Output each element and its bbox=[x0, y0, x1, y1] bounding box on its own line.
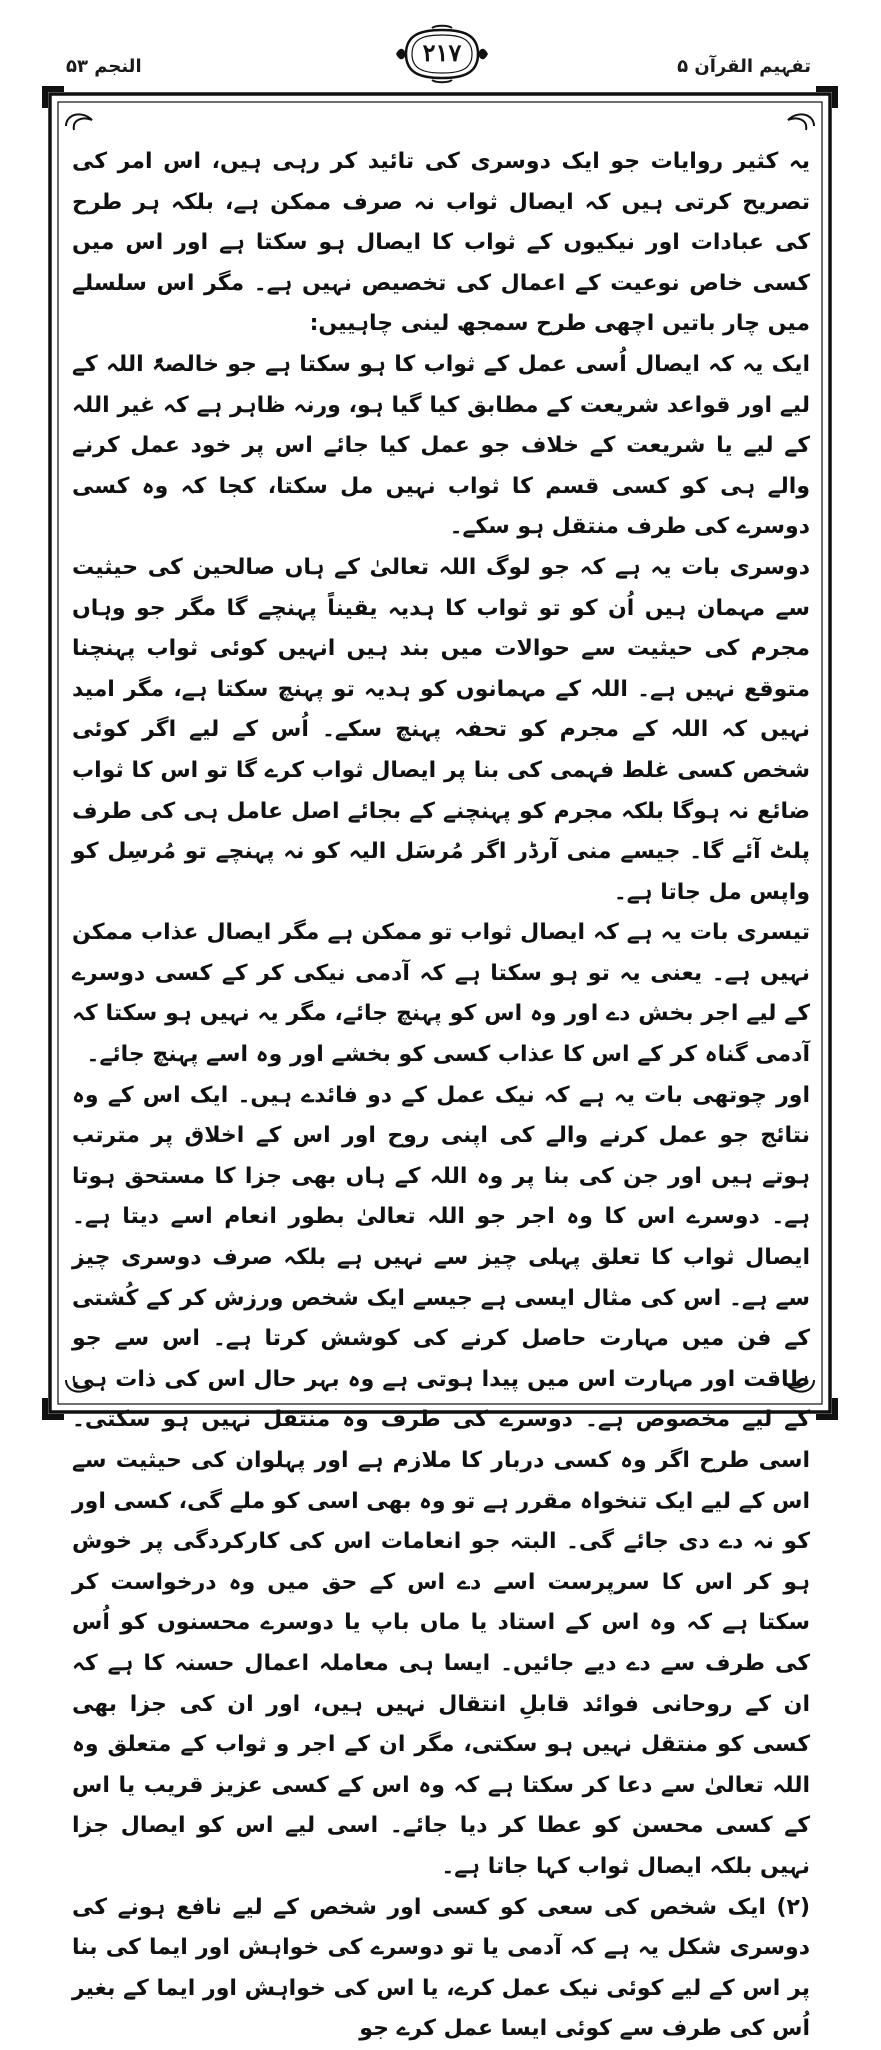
main-text bbox=[72, 142, 810, 2042]
paragraph-6: (۲) ایک شخص کی سعی کو کسی اور شخص کے لیے نافع ہونے کی دوسری شکل یہ ہے کہ آدمی یا تو دوسرے کی خواہش اور ایما کی بنا پر اس کے لیے کوئی نیک عمل کرے، یا اس کی خواہش اور ایما کے بغیر اُس کی طرف سے کوئی ایسا عمل کرے جو bbox=[72, 1894, 810, 2042]
page-header bbox=[0, 0, 881, 100]
book-title-header: تفہیم القرآن ۵ bbox=[677, 56, 811, 77]
surah-header: النجم ۵۳ bbox=[66, 56, 142, 77]
paragraph-4: تیسری بات یہ ہے کہ ایصال ثواب تو ممکن ہے مگر ایصال عذاب ممکن نہیں ہے۔ یعنی یہ تو ہو سکتا ہے کہ آدمی نیکی کر کے کسی دوسرے کے لیے اجر بخش دے اور وہ اس کو پہنچ جائے، مگر یہ نہیں ہو سکتا کہ آدمی گناہ کر کے اس کا عذاب کسی کو بخشے اور وہ اسے پہنچ جائے۔ bbox=[72, 920, 810, 1068]
paragraph-2: ایک یہ کہ ایصال اُسی عمل کے ثواب کا ہو سکتا ہے جو خالصۃً اللہ کے لیے اور قواعد شریعت کے مطابق کیا گیا ہو، ورنہ ظاہر ہے کہ غیر اللہ کے لیے یا شریعت کے خلاف جو عمل کیا جائے اس پر خود عمل کرنے والے ہی کو کسی قسم کا ثواب نہیں مل سکتا، کجا کہ وہ کسی دوسرے کی طرف منتقل ہو سکے۔ bbox=[72, 351, 810, 540]
page-number-badge bbox=[392, 26, 492, 82]
page-number: ۲۱۷ bbox=[422, 38, 462, 67]
paragraph-1: یہ کثیر روایات جو ایک دوسری کی تائید کر رہی ہیں، اس امر کی تصریح کرتی ہیں کہ ایصال ثواب نہ صرف ممکن ہے، بلکہ ہر طرح کی عبادات اور نیکیوں کے ثواب کا ایصال ہو سکتا ہے اور اس میں کسی خاص نوعیت کے اعمال کی تخصیص نہیں ہے۔ مگر اس سلسلے میں چار باتیں اچھی طرح سمجھ لینی چاہییں: bbox=[72, 149, 810, 337]
paragraph-5: اور چوتھی بات یہ ہے کہ نیک عمل کے دو فائدے ہیں۔ ایک اس کے وہ نتائج جو عمل کرنے والے کی اپنی روح اور اس کے اخلاق پر مترتب ہوتے ہیں اور جن کی بنا پر وہ اللہ کے ہاں بھی جزا کا مستحق ہوتا ہے۔ دوسرے اس کا وہ اجر جو اللہ تعالیٰ بطور انعام اسے دیتا ہے۔ ایصال ثواب کا تعلق پہلی چیز سے نہیں ہے بلکہ صرف دوسری چیز سے ہے۔ اس کی مثال ایسی ہے جیسے ایک شخص ورزش کر کے کُشتی کے فن میں مہارت حاصل کرنے کی کوشش کرتا ہے۔ اس سے جو طاقت اور مہارت اس میں پیدا ہوتی ہے وہ بہر حال اس کی ذات ہی کے لیے مخصوص ہے۔ دوسرے کی طرف وہ منتقل نہیں ہو سکتی۔ اسی طرح اگر وہ کسی دربار کا ملازم ہے اور پہلوان کی حیثیت سے اس کے لیے ایک تنخواہ مقرر ہے تو وہ بھی اسی کو ملے گی، کسی اور کو نہ دے دی جائے گی۔ البتہ جو انعامات اس کی کارکردگی پر خوش ہو کر اس کا سرپرست اسے دے اس کے حق میں وہ درخواست کر سکتا ہے کہ وہ اس کے استاد یا ماں باپ یا دوسرے محسنوں کو اُس کی طرف سے دے دیے جائیں۔ ایسا ہی معاملہ اعمال حسنہ کا ہے کہ ان کے روحانی فوائد قابلِ انتقال نہیں ہیں، اور ان کی جزا بھی کسی کو منتقل نہیں ہو سکتی، مگر ان کے اجر و ثواب کے متعلق وہ اللہ تعالیٰ سے دعا کر سکتا ہے کہ وہ اس کے کسی عزیز قریب یا اس کے کسی محسن کو عطا کر دیا جائے۔ اسی لیے اس کو ایصال جزا نہیں بلکہ ایصال ثواب کہا جاتا ہے۔ bbox=[72, 1082, 810, 1879]
paragraph-3: دوسری بات یہ ہے کہ جو لوگ اللہ تعالیٰ کے ہاں صالحین کی حیثیت سے مہمان ہیں اُن کو تو ثواب کا ہدیہ یقیناً پہنچے گا مگر جو وہاں مجرم کی حیثیت سے حوالات میں بند ہیں انہیں کوئی ثواب پہنچنا متوقع نہیں ہے۔ اللہ کے مہمانوں کو ہدیہ تو پہنچ سکتا ہے، مگر امید نہیں کہ اللہ کے مجرم کو تحفہ پہنچ سکے۔ اُس کے لیے اگر کوئی شخص کسی غلط فہمی کی بنا پر ایصال ثواب کرے گا تو اس کا ثواب ضائع نہ ہوگا بلکہ مجرم کو پہنچنے کے بجائے اصل عامل ہی کی طرف پلٹ آئے گا۔ جیسے منی آرڈر اگر مُرسَل الیہ کو نہ پہنچے تو مُرسِل کو واپس مل جاتا ہے۔ bbox=[72, 554, 810, 905]
